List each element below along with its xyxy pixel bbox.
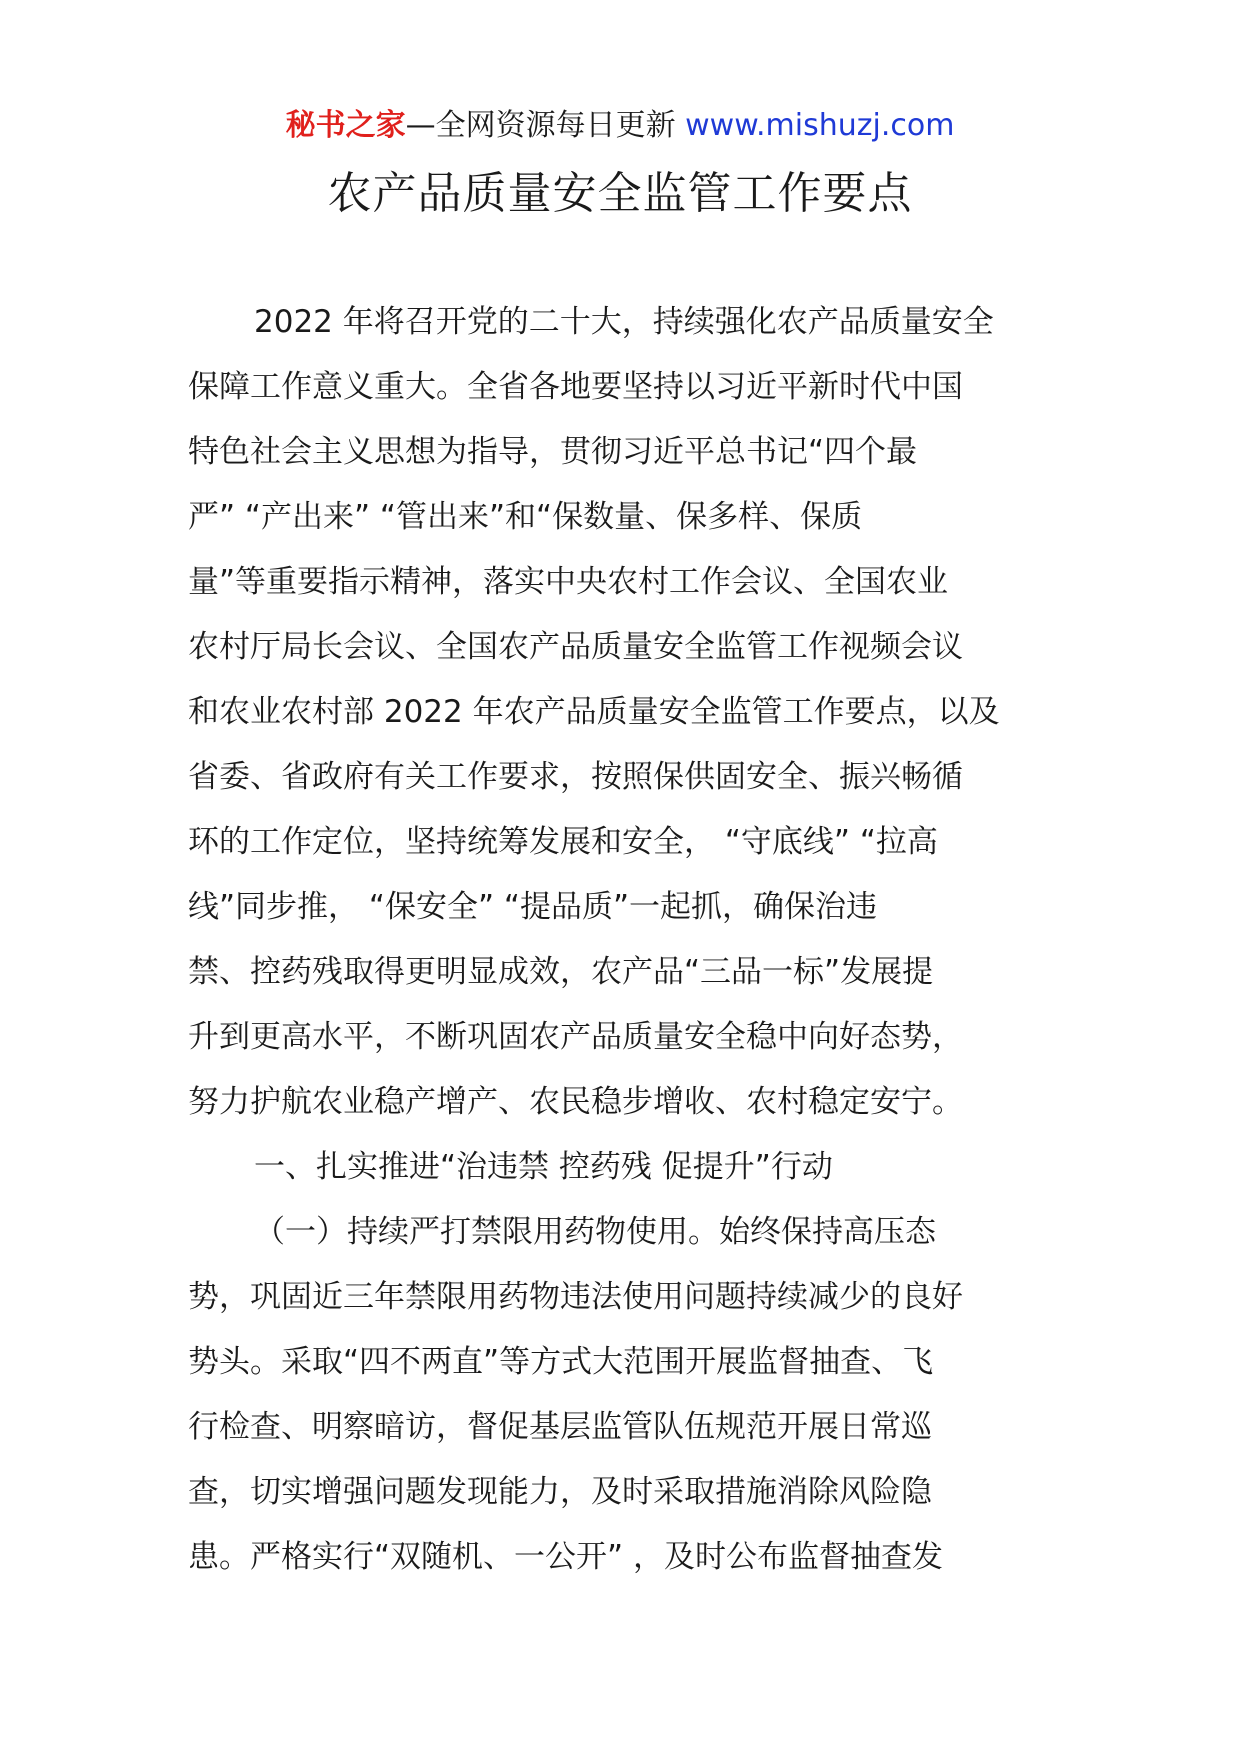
paragraph-line: 量”等重要指示精神，落实中央农村工作会议、全国农业 — [188, 564, 949, 600]
site-brand: 秘书之家 — [285, 108, 406, 143]
paragraph-line: 查，切实增强问题发现能力，及时采取措施消除风险隐 — [188, 1474, 932, 1510]
paragraph-line: 农村厅局长会议、全国农产品质量安全监管工作视频会议 — [188, 629, 963, 665]
document-title: 农产品质量安全监管工作要点 — [327, 168, 913, 219]
paragraph-line: 努力护航农业稳产增产、农民稳步增收、农村稳定安宁。 — [188, 1084, 963, 1120]
paragraph-line: 严” “产出来” “管出来”和“保数量、保多样、保质 — [188, 499, 863, 535]
paragraph-line: 保障工作意义重大。全省各地要坚持以习近平新时代中国 — [188, 369, 963, 405]
paragraph-line: 特色社会主义思想为指导，贯彻习近平总书记“四个最 — [188, 434, 918, 470]
paragraph-line: 势，巩固近三年禁限用药物违法使用问题持续减少的良好 — [188, 1279, 963, 1315]
paragraph-line: 省委、省政府有关工作要求，按照保供固安全、振兴畅循 — [188, 759, 963, 795]
paragraph-line: 禁、控药残取得更明显成效，农产品“三品一标”发展提 — [188, 954, 934, 990]
document-body — [188, 290, 1068, 1590]
site-url[interactable]: www.mishuzj.com — [685, 108, 955, 143]
paragraph-line: 和农业农村部 2022 年农产品质量安全监管工作要点，以及 — [188, 694, 1000, 730]
paragraph-line: 行检查、明察暗访，督促基层监管队伍规范开展日常巡 — [188, 1409, 932, 1445]
site-tagline: —全网资源每日更新 — [405, 108, 686, 143]
paragraph-line: 患。严格实行“双随机、一公开” ，及时公布监督抽查发 — [188, 1539, 943, 1575]
paragraph-line: 升到更高水平，不断巩固农产品质量安全稳中向好态势， — [188, 1019, 963, 1055]
site-header — [0, 104, 1240, 148]
paragraph-line: 势头。采取“四不两直”等方式大范围开展监督抽查、飞 — [188, 1344, 934, 1380]
paragraph-line: 线”同步推， “保安全” “提品质”一起抓，确保治违 — [188, 889, 878, 925]
paragraph-line: 环的工作定位，坚持统筹发展和安全， “守底线” “拉高 — [188, 824, 938, 860]
section-heading: 一、扎实推进“治违禁 控药残 促提升”行动 — [254, 1149, 833, 1185]
paragraph-line: 2022 年将召开党的二十大，持续强化农产品质量安全 — [254, 304, 994, 340]
subsection-line: （一）持续严打禁限用药物使用。始终保持高压态 — [254, 1214, 936, 1250]
